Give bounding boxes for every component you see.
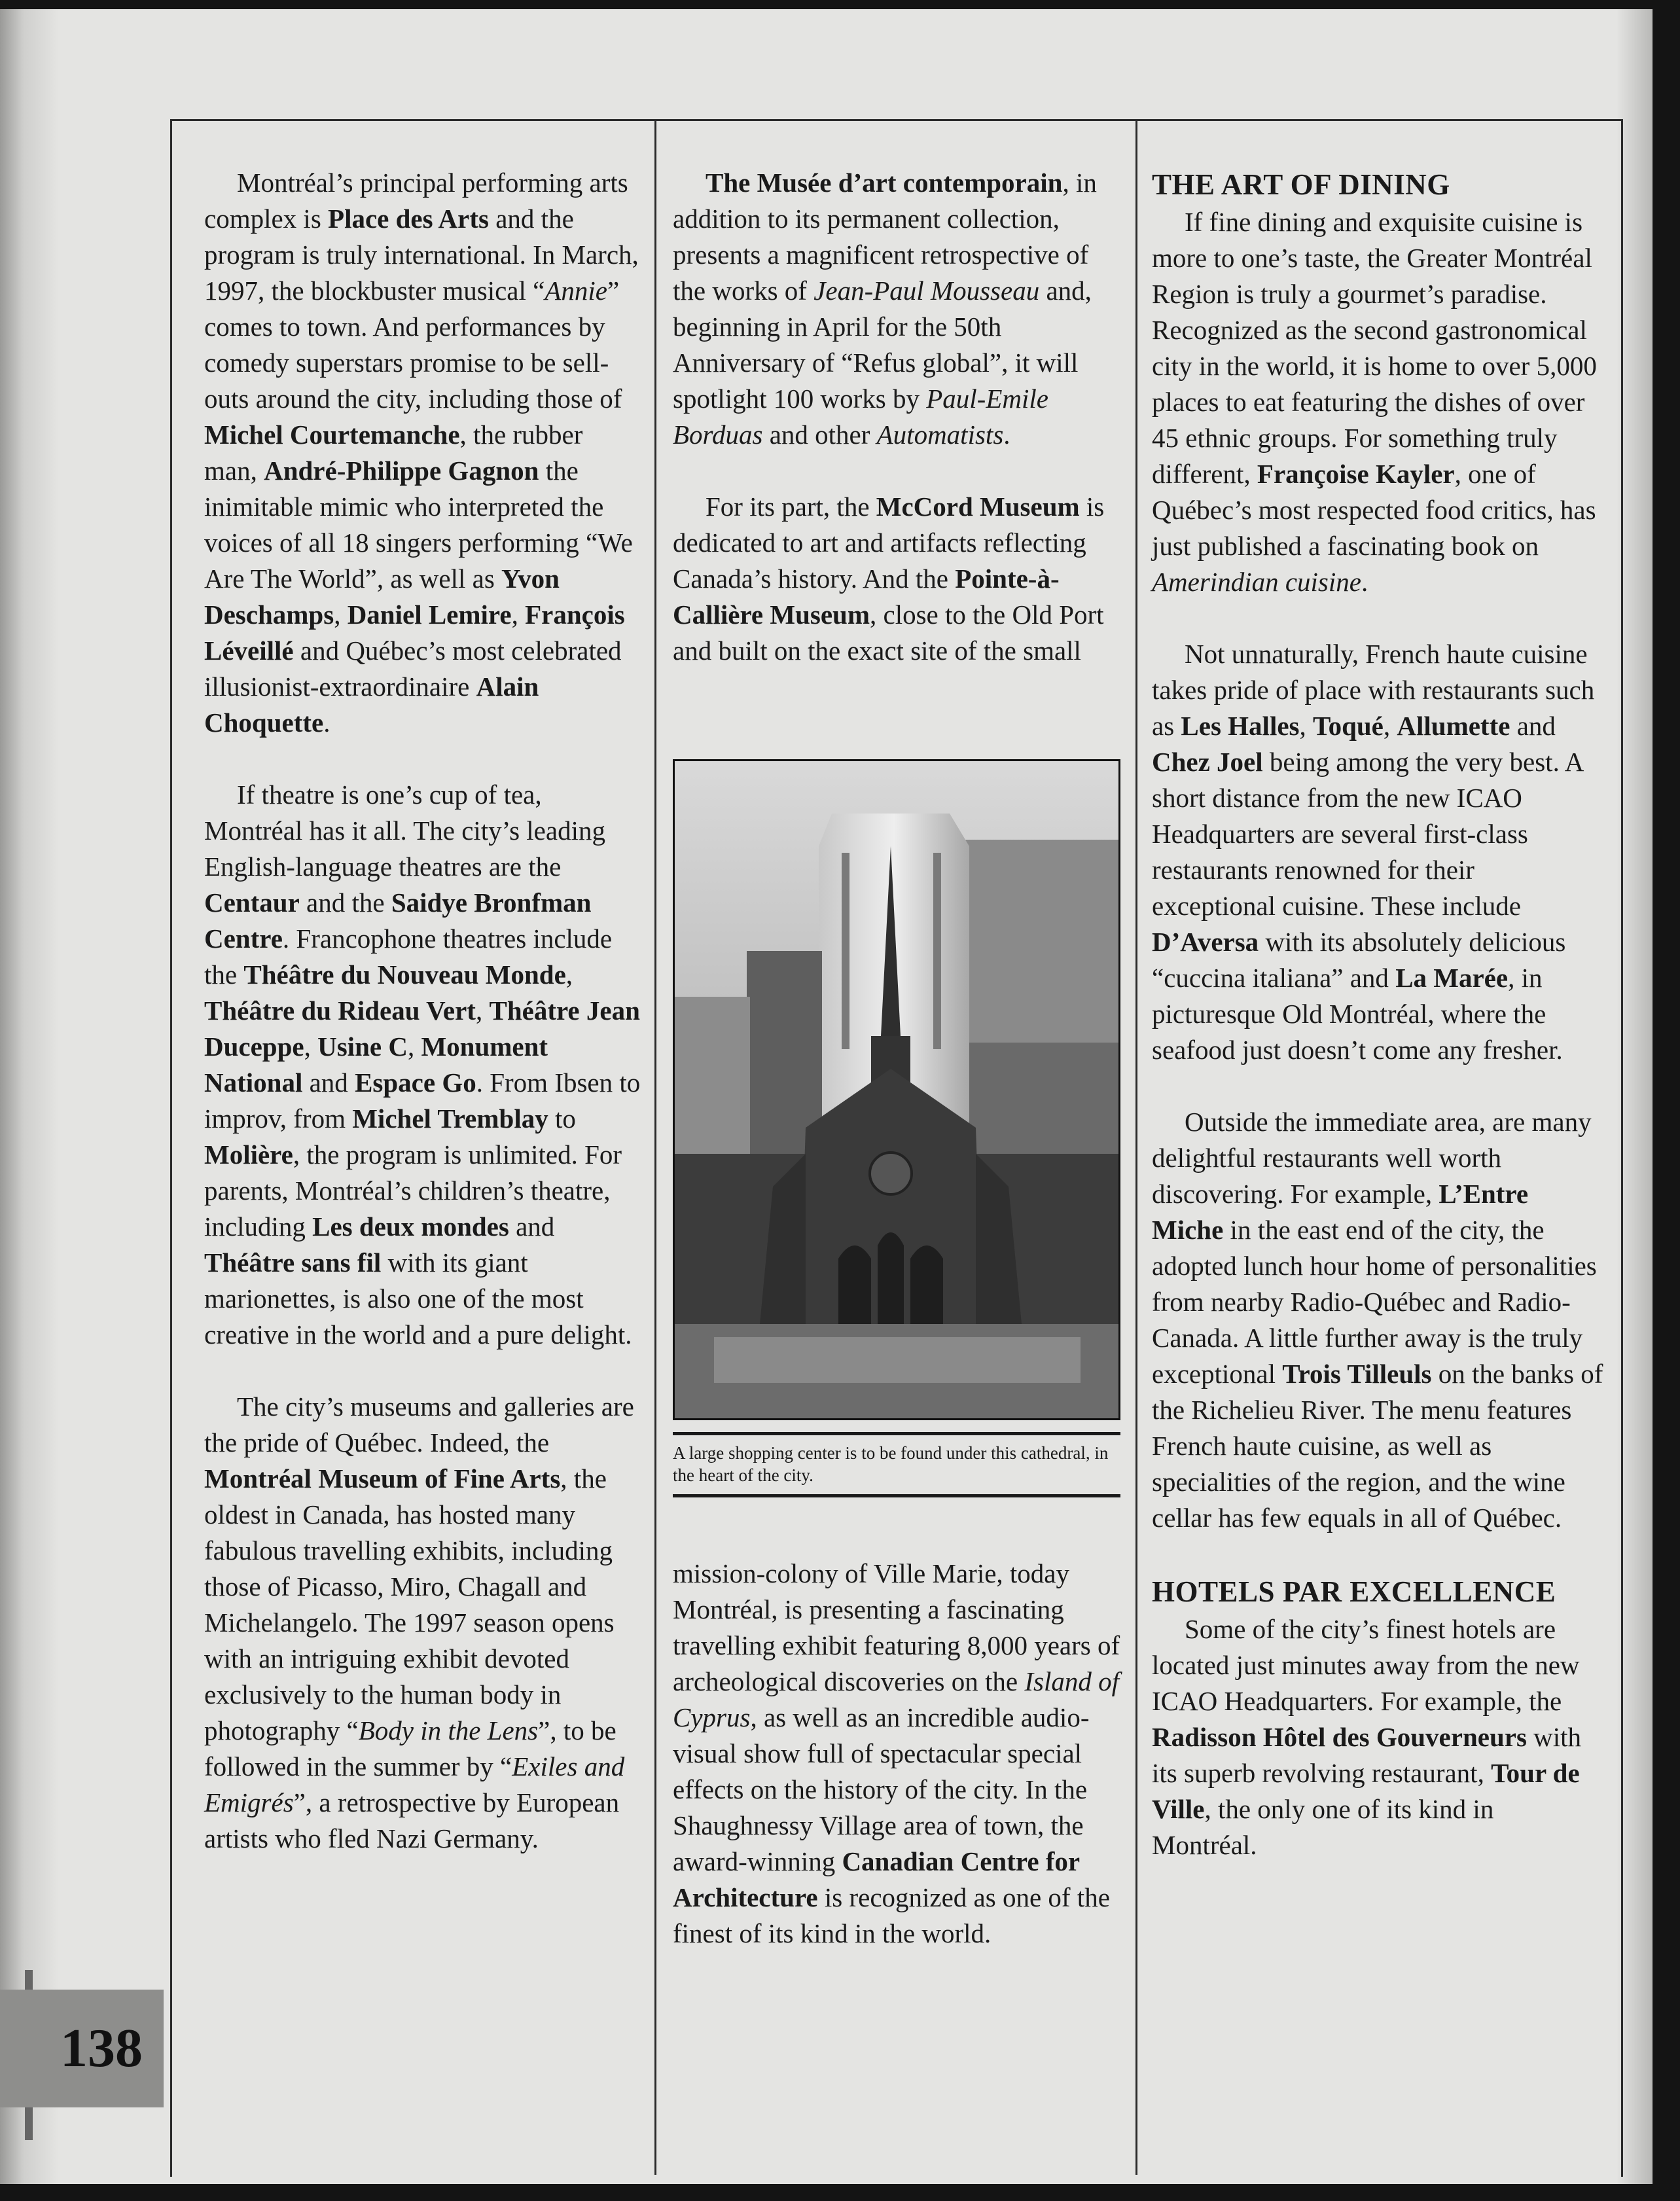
text-run: , in addition to its permanent collection, presents a magnificent retrospective of the works of	[673, 168, 1097, 306]
text-run: , one of Québec’s most respected food critics, has just published a fascinating book on	[1152, 459, 1596, 561]
col1-paragraph-2	[204, 777, 641, 1353]
text-run: The city’s museums and galleries are the pride of Québec. Indeed, the	[204, 1391, 634, 1458]
text-run: with its absolutely delicious “cuccina italiana” and	[1152, 927, 1566, 993]
text-run: François Léveillé	[204, 599, 625, 666]
section-heading-dining: THE ART OF DINING	[1152, 168, 1450, 201]
text-run: Les deux mondes	[312, 1211, 509, 1242]
text-run: L’Entre Miche	[1152, 1179, 1529, 1245]
text-run: . Francophone theatres include the	[204, 923, 613, 990]
cathedral-illustration	[675, 761, 1118, 1418]
column-3	[1152, 165, 1603, 1899]
text-run: Françoise Kayler	[1257, 459, 1455, 489]
text-run: being among the very best. A short distance from the new ICAO Headquarters are several first-class restaurants renowned for their exceptional cuisine. These include	[1152, 747, 1583, 921]
text-run: Espace Go	[355, 1067, 476, 1098]
text-run: Alain Choquette	[204, 671, 539, 738]
text-run: ”, a retrospective by European artists who fled Nazi Germany.	[204, 1787, 620, 1853]
column-2-top	[673, 165, 1124, 705]
text-run: Jean-Paul Mousseau	[813, 276, 1040, 306]
text-run: Théâtre Jean Duceppe	[204, 995, 640, 1062]
text-run: Paul-Emile Borduas	[673, 384, 1048, 450]
col2-paragraph-3	[673, 1556, 1124, 1952]
text-run: , in picturesque Old Montréal, where the seafood just doesn’t come any fresher.	[1152, 963, 1563, 1065]
text-run: mission-colony of Ville Marie, today Montréal, is presenting a fascinating travelling exhibit featuring 8,000 years of archeological discoveries on the	[673, 1558, 1120, 1696]
text-run: If fine dining and exquisite cuisine is more to one’s taste, the Greater Montréal Region is truly a gourmet’s paradise. Recognized as the second gastronomical city in the world, it is home to over 5,000 places to eat featuring the dishes of over 45 ethnic groups. For something truly different,	[1152, 207, 1597, 489]
text-run: ,	[334, 599, 348, 630]
text-run: Amerindian cuisine	[1152, 567, 1361, 597]
text-run: , the only one of its kind in Montréal.	[1152, 1794, 1494, 1860]
text-run: and the program is truly international. In March, 1997, the blockbuster musical “	[204, 204, 639, 306]
text-run: Some of the city’s finest hotels are located just minutes away from the new ICAO Headquarters. For example, the	[1152, 1614, 1580, 1716]
text-run: .	[1361, 567, 1368, 597]
text-run: ,	[475, 995, 490, 1026]
text-run: ,	[565, 959, 573, 990]
text-run: Michel Courtemanche	[204, 420, 460, 450]
photo-caption: A large shopping center is to be found under this cathedral, in the heart of the city.	[673, 1443, 1109, 1485]
text-run: ,	[1299, 711, 1313, 741]
text-run: and the	[299, 887, 391, 918]
text-run: Canadian Centre for Architecture	[673, 1846, 1080, 1912]
text-run: ,	[407, 1031, 421, 1062]
text-run: is dedicated to art and artifacts reflecting Canada’s history. And the	[673, 492, 1105, 594]
text-run: Tour de Ville	[1152, 1758, 1580, 1824]
col3-paragraph-1	[1152, 204, 1603, 600]
text-run: Automatists	[876, 420, 1004, 450]
text-run: Théâtre du Nouveau Monde	[243, 959, 566, 990]
text-run: , close to the Old Port and built on the exact site of the small	[673, 599, 1104, 666]
col3-paragraph-2	[1152, 636, 1603, 1068]
text-run: Trois Tilleuls	[1282, 1359, 1432, 1389]
text-run: Outside the immediate area, are many delightful restaurants well worth discovering. For example,	[1152, 1107, 1592, 1209]
text-run: and	[302, 1067, 355, 1098]
text-run: in the east end of the city, the adopted lunch hour home of personalities from nearby Radio-Québec and Radio-Canada. A little further away is the truly exceptional	[1152, 1215, 1597, 1389]
text-run: Yvon Deschamps	[204, 564, 560, 630]
text-run: Centaur	[204, 887, 300, 918]
text-run: McCord Museum	[876, 492, 1080, 522]
text-run: and	[1510, 711, 1556, 741]
text-run: Les Halles	[1181, 711, 1300, 741]
text-run: Chez Joel	[1152, 747, 1263, 777]
text-run: ,	[511, 599, 526, 630]
text-run: Théâtre du Rideau Vert	[204, 995, 476, 1026]
text-run: Not unnaturally, French haute cuisine takes pride of place with restaurants such as	[1152, 639, 1595, 741]
text-run: Radisson Hôtel des Gouverneurs	[1152, 1722, 1527, 1752]
col2-paragraph-2	[673, 489, 1124, 669]
text-run: ,	[304, 1031, 318, 1062]
text-run: Toqué	[1312, 711, 1384, 741]
text-run: with its superb revolving restaurant,	[1152, 1722, 1582, 1788]
text-run: with its giant marionettes, is also one of the most creative in the world and a pure delight.	[204, 1247, 632, 1350]
col1-paragraph-3	[204, 1389, 641, 1857]
column-1	[204, 165, 641, 1893]
page-spine-shadow	[0, 9, 59, 2184]
text-run: Daniel Lemire	[347, 599, 512, 630]
text-run: ”, to be followed in the summer by “	[204, 1715, 617, 1781]
text-run: is recognized as one of the finest of its kind in the world.	[673, 1882, 1110, 1948]
col3-paragraph-3	[1152, 1104, 1603, 1536]
caption-rule-bottom	[673, 1494, 1120, 1497]
text-run: Montréal Museum of Fine Arts	[204, 1463, 561, 1494]
text-run: The Musée d’art contemporain	[706, 168, 1063, 198]
text-run: ” comes to town. And performances by comedy superstars promise to be sell-outs around the city, including those of	[204, 276, 622, 414]
page-number: 138	[60, 2018, 143, 2079]
text-run: Allumette	[1397, 711, 1510, 741]
section-heading-hotels: HOTELS PAR EXCELLENCE	[1152, 1575, 1556, 1608]
text-run: Body in the Lens	[358, 1715, 539, 1745]
text-run: and	[509, 1211, 555, 1242]
text-run: Montréal’s principal performing arts complex is	[204, 168, 628, 234]
text-run: , the program is unlimited. For parents, Montréal’s children’s theatre, including	[204, 1139, 622, 1242]
text-run: and Québec’s most celebrated illusionist-extraordinaire	[204, 635, 622, 702]
text-run: .	[323, 707, 331, 738]
text-run: La Marée	[1395, 963, 1509, 993]
text-run: For its part, the	[706, 492, 876, 522]
cathedral-photo	[673, 759, 1120, 1420]
photo-block	[673, 759, 1120, 1497]
text-run: , the oldest in Canada, has hosted many fabulous travelling exhibits, including those of Picasso, Miro, Chagall and Michelangelo. The 1997 season opens with an intriguing exhibit devoted exclusively to the human body in photography “	[204, 1463, 615, 1745]
text-run: Saidye Bronfman Centre	[204, 887, 592, 954]
text-run: .	[1003, 420, 1010, 450]
text-run: to	[548, 1103, 576, 1134]
text-run: , as well as an incredible audio-visual show full of spectacular special effects on the history of the city. In the Shaughnessy Village area of town, the award-winning	[673, 1702, 1090, 1876]
text-run: Annie	[545, 276, 607, 306]
text-run: and, beginning in April for the 50th Anniversary of “Refus global”, it will spotlight 100 works by	[673, 276, 1092, 414]
text-run: the inimitable mimic who interpreted the voices of all 18 singers performing “We Are The World”, as well as	[204, 456, 633, 594]
text-run: Pointe-à-Callière Museum	[673, 564, 1060, 630]
col1-paragraph-1	[204, 165, 641, 741]
text-run: Molière	[204, 1139, 293, 1170]
column-divider-2	[1135, 119, 1137, 2175]
col3-paragraph-4	[1152, 1611, 1603, 1863]
text-run: If theatre is one’s cup of tea, Montréal has it all. The city’s leading English-language theatres are the	[204, 779, 605, 882]
text-run: Monument National	[204, 1031, 548, 1098]
text-run: André-Philippe Gagnon	[264, 456, 539, 486]
text-run: D’Aversa	[1152, 927, 1259, 957]
text-run: ,	[1383, 711, 1397, 741]
text-run: and other	[762, 420, 877, 450]
text-run: Exiles and Emigrés	[204, 1751, 625, 1817]
text-run: Usine C	[317, 1031, 408, 1062]
column-2-bottom	[673, 1556, 1124, 1988]
col2-paragraph-1	[673, 165, 1124, 453]
text-run: Michel Tremblay	[352, 1103, 548, 1134]
text-run: Island of Cyprus	[673, 1666, 1120, 1732]
text-run: . From Ibsen to improv, from	[204, 1067, 641, 1134]
text-run: on the banks of the Richelieu River. The menu features French haute cuisine, as well as specialities of the region, and the wine cellar has few equals in all of Québec.	[1152, 1359, 1603, 1533]
text-run: Théâtre sans fil	[204, 1247, 382, 1278]
column-divider-1	[654, 119, 656, 2175]
text-run: Place des Arts	[328, 204, 489, 234]
text-run: , the rubber man,	[204, 420, 583, 486]
